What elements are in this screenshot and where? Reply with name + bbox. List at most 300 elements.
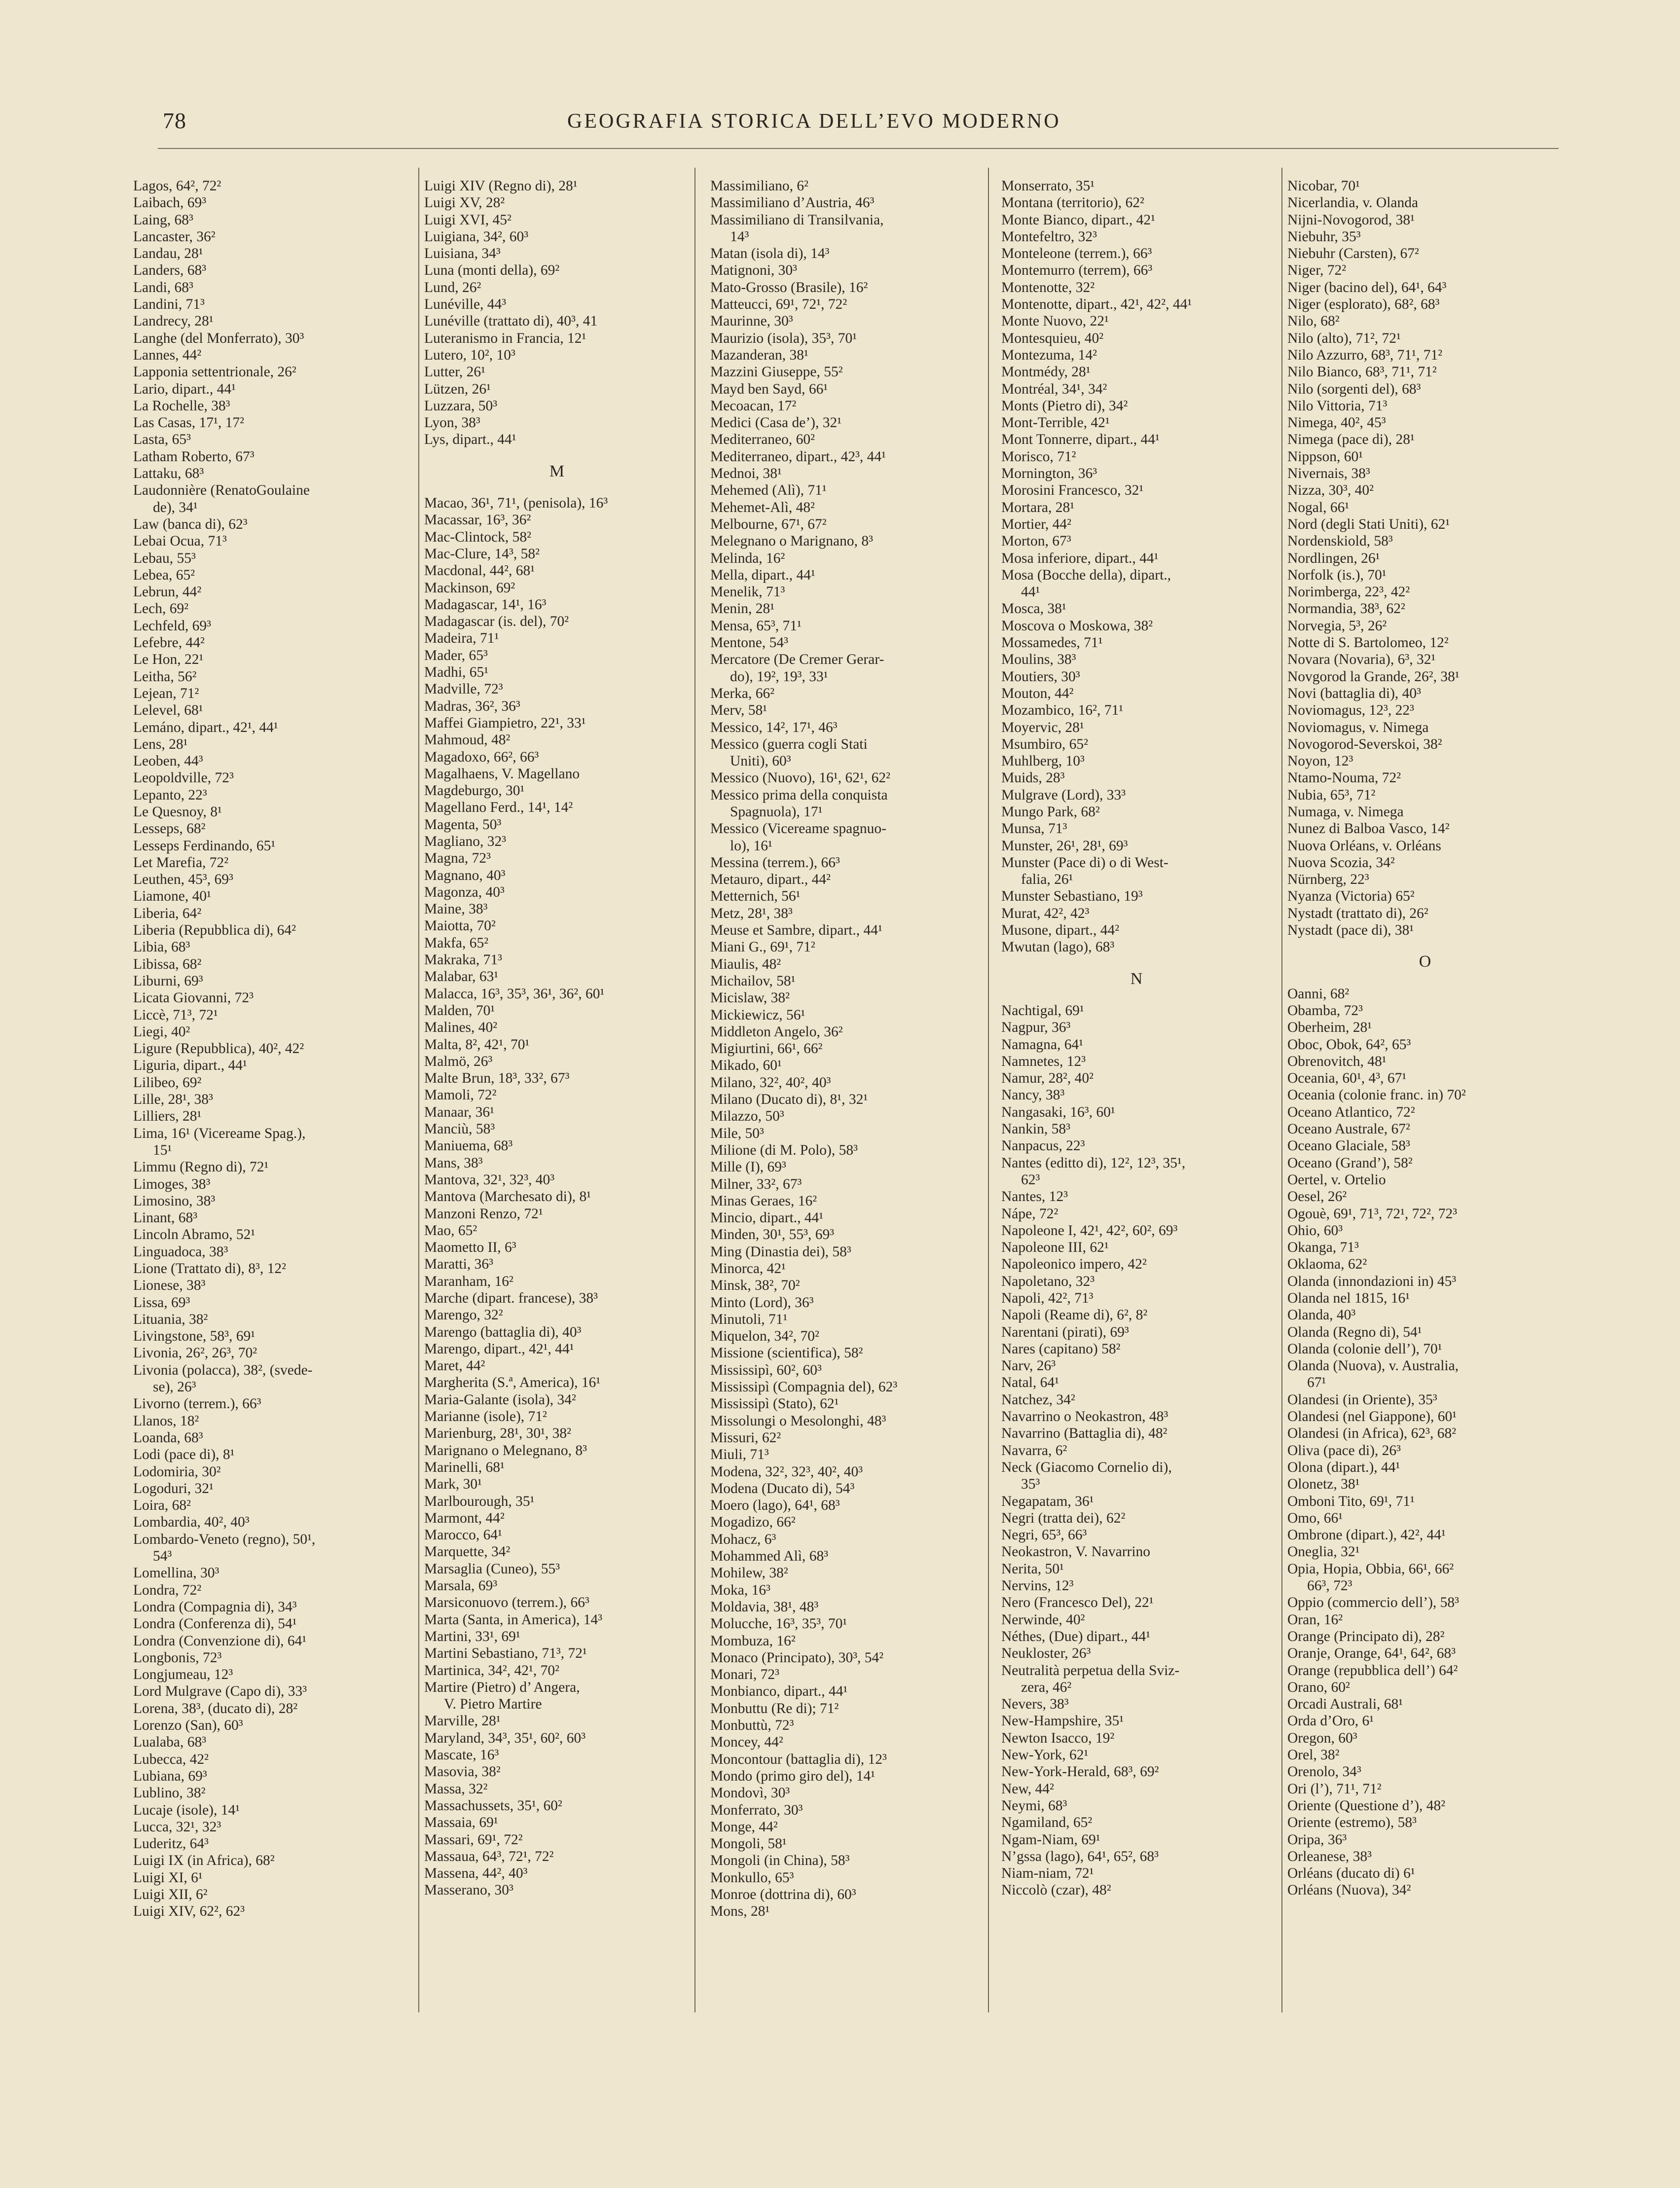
index-entry: Macdonal, 44², 68¹ bbox=[424, 563, 535, 579]
index-entry: Linant, 68³ bbox=[133, 1210, 198, 1226]
index-entry: Monte Nuovo, 22¹ bbox=[1001, 313, 1109, 329]
index-entry: Mincio, dipart., 44¹ bbox=[710, 1210, 824, 1226]
index-column-3 bbox=[710, 178, 986, 1920]
index-entry: Nares (capitano) 58² bbox=[1001, 1341, 1121, 1357]
index-entry: Mississipì (Compagnia del), 62³ bbox=[710, 1379, 898, 1395]
index-entry: Mondovì, 30³ bbox=[710, 1785, 790, 1801]
index-entry: Neck (Giacomo Cornelio di), bbox=[1001, 1459, 1172, 1475]
index-entry: Orcadi Australi, 68¹ bbox=[1287, 1696, 1403, 1713]
index-entry: La Rochelle, 38³ bbox=[133, 398, 230, 414]
index-entry: Mouton, 44² bbox=[1001, 685, 1074, 701]
index-entry: Monts (Pietro di), 34² bbox=[1001, 398, 1128, 414]
index-entry: New-York, 62¹ bbox=[1001, 1747, 1089, 1763]
index-entry: Nankin, 58³ bbox=[1001, 1121, 1070, 1137]
index-entry: Leopoldville, 72³ bbox=[133, 770, 234, 786]
index-entry: Magnano, 40³ bbox=[424, 867, 506, 883]
index-entry: Oceano Atlantico, 72² bbox=[1287, 1104, 1415, 1120]
index-entry: Nilo (sorgenti del), 68³ bbox=[1287, 381, 1421, 397]
index-entry: Mader, 65³ bbox=[424, 647, 488, 663]
index-entry: Nogal, 66¹ bbox=[1287, 499, 1350, 515]
index-entry: Msumbiro, 65² bbox=[1001, 736, 1089, 752]
index-entry: Mans, 38³ bbox=[424, 1155, 483, 1171]
index-entry: Navarra, 6² bbox=[1001, 1442, 1067, 1459]
index-entry: Montmédy, 28¹ bbox=[1001, 364, 1091, 380]
index-entry: Latham Roberto, 67³ bbox=[133, 448, 255, 465]
index-entry: Omo, 66¹ bbox=[1287, 1510, 1343, 1526]
index-entry: Minutoli, 71¹ bbox=[710, 1311, 788, 1327]
index-entry: Martini, 33¹, 69¹ bbox=[424, 1628, 520, 1644]
index-entry: Martini Sebastiano, 71³, 72¹ bbox=[424, 1645, 587, 1662]
index-entry: Laing, 68³ bbox=[133, 212, 193, 228]
index-entry: Napoletano, 32³ bbox=[1001, 1273, 1095, 1289]
index-entry: Malta, 8², 42¹, 70¹ bbox=[424, 1036, 530, 1053]
index-entry: Mungo Park, 68² bbox=[1001, 803, 1100, 820]
column-separator bbox=[988, 168, 989, 2012]
index-entry: Mac-Clintock, 58² bbox=[424, 529, 531, 545]
index-entry: Namnetes, 12³ bbox=[1001, 1053, 1086, 1069]
index-entry: 35³ bbox=[1021, 1476, 1040, 1493]
index-entry: Minsk, 38², 70² bbox=[710, 1277, 800, 1294]
index-entry: Monte Bianco, dipart., 42¹ bbox=[1001, 212, 1155, 228]
index-entry: Mongoli, 58¹ bbox=[710, 1836, 787, 1852]
index-entry: Minas Geraes, 16² bbox=[710, 1193, 817, 1209]
index-entry: Mulgrave (Lord), 33³ bbox=[1001, 787, 1126, 803]
index-entry: Orenolo, 34³ bbox=[1287, 1764, 1361, 1780]
index-entry: Massaia, 69¹ bbox=[424, 1815, 498, 1831]
index-entry: Novi (battaglia di), 40³ bbox=[1287, 685, 1422, 701]
index-entry: Orange (Principato di), 28² bbox=[1287, 1628, 1445, 1644]
index-entry: Navarrino o Neokastron, 48³ bbox=[1001, 1409, 1169, 1425]
index-entry: Leoben, 44³ bbox=[133, 753, 203, 769]
index-entry: Moka, 16³ bbox=[710, 1582, 770, 1598]
index-entry: Niebuhr (Carsten), 67² bbox=[1287, 246, 1419, 262]
index-entry: Mamoli, 72² bbox=[424, 1087, 497, 1103]
index-entry: Monbuttu (Re di); 71² bbox=[710, 1700, 839, 1716]
index-entry: Monkullo, 65³ bbox=[710, 1869, 794, 1886]
index-entry: Maryland, 34³, 35¹, 60², 60³ bbox=[424, 1730, 586, 1746]
index-entry: Mossamedes, 71¹ bbox=[1001, 635, 1103, 651]
index-entry: Lesseps, 68² bbox=[133, 821, 206, 837]
index-entry: Martire (Pietro) d’ Angera, bbox=[424, 1679, 580, 1695]
index-entry: Mato-Grosso (Brasile), 16² bbox=[710, 279, 868, 295]
index-entry: Malacca, 16³, 35³, 36¹, 36², 60¹ bbox=[424, 985, 605, 1002]
index-entry: Montenotte, 32² bbox=[1001, 279, 1095, 295]
index-entry: Lincoln Abramo, 52¹ bbox=[133, 1227, 256, 1243]
index-entry: Mosca, 38¹ bbox=[1001, 601, 1066, 617]
index-entry: Licata Giovanni, 72³ bbox=[133, 990, 254, 1006]
index-entry: Magellano Ferd., 14¹, 14² bbox=[424, 800, 573, 816]
index-entry: Maniuema, 68³ bbox=[424, 1138, 513, 1154]
index-entry: Monferrato, 30³ bbox=[710, 1802, 803, 1818]
index-entry: Olona (dipart.), 44¹ bbox=[1287, 1459, 1400, 1475]
index-entry: Leitha, 56² bbox=[133, 668, 197, 685]
index-entry: Moyervic, 28¹ bbox=[1001, 719, 1084, 735]
index-entry: Linguadoca, 38³ bbox=[133, 1243, 228, 1260]
index-entry: Marlbourough, 35¹ bbox=[424, 1493, 535, 1509]
index-entry: Nürnberg, 22³ bbox=[1287, 872, 1369, 888]
index-entry: Mikado, 60¹ bbox=[710, 1058, 782, 1074]
index-entry: Monteleone (terrem.), 66³ bbox=[1001, 246, 1152, 262]
index-entry: Montenotte, dipart., 42¹, 42², 44¹ bbox=[1001, 296, 1192, 313]
index-entry: Mayd ben Sayd, 66¹ bbox=[710, 381, 828, 397]
index-entry: Meuse et Sambre, dipart., 44¹ bbox=[710, 922, 882, 939]
index-entry: Massena, 44², 40³ bbox=[424, 1865, 528, 1882]
index-entry: Namur, 28², 40² bbox=[1001, 1070, 1094, 1087]
index-entry: Luigi XV, 28² bbox=[424, 195, 505, 211]
index-entry: Oceano (Grand’), 58² bbox=[1287, 1155, 1413, 1171]
index-entry: Napoli (Reame di), 6², 8² bbox=[1001, 1307, 1148, 1323]
index-entry: Marville, 28¹ bbox=[424, 1713, 501, 1729]
index-column-4 bbox=[1001, 178, 1273, 1899]
column-separator bbox=[1281, 168, 1282, 2012]
index-entry: Mosa inferiore, dipart., 44¹ bbox=[1001, 550, 1159, 566]
index-entry: Lilibeo, 69² bbox=[133, 1074, 202, 1091]
index-entry: Maometto II, 6³ bbox=[424, 1240, 516, 1256]
index-entry: Marsiconuovo (terrem.), 66³ bbox=[424, 1595, 589, 1611]
index-entry: Miuli, 71³ bbox=[710, 1447, 769, 1463]
index-entry: Lodi (pace di), 8¹ bbox=[133, 1447, 235, 1463]
index-entry: Nicobar, 70¹ bbox=[1287, 178, 1360, 194]
index-entry: Longjumeau, 12³ bbox=[133, 1667, 233, 1683]
index-entry: Lomellina, 30³ bbox=[133, 1565, 219, 1581]
index-entry: Lutter, 26¹ bbox=[424, 364, 485, 380]
index-entry: Ohio, 60³ bbox=[1287, 1222, 1343, 1239]
index-entry: Mons, 28¹ bbox=[710, 1903, 770, 1920]
index-entry: Nilo (alto), 71², 72¹ bbox=[1287, 330, 1401, 346]
index-entry: Mella, dipart., 44¹ bbox=[710, 567, 815, 583]
index-entry: Marocco, 64¹ bbox=[424, 1527, 502, 1543]
index-entry: Olanda (Regno di), 54¹ bbox=[1287, 1324, 1422, 1340]
index-entry: Lombardia, 40², 40³ bbox=[133, 1514, 250, 1531]
index-entry: Monserrato, 35¹ bbox=[1001, 178, 1095, 194]
index-entry: Luderitz, 64³ bbox=[133, 1836, 209, 1852]
index-entry: Mercatore (De Cremer Gerar- bbox=[710, 652, 884, 668]
index-entry: Milione (di M. Polo), 58³ bbox=[710, 1142, 858, 1158]
section-letter-heading: O bbox=[1419, 952, 1432, 971]
index-entry: Lejean, 71² bbox=[133, 685, 199, 701]
index-entry: Moncontour (battaglia di), 12³ bbox=[710, 1751, 887, 1767]
index-entry: Nilo Bianco, 68³, 71¹, 71² bbox=[1287, 364, 1437, 380]
index-entry: Landi, 68³ bbox=[133, 279, 193, 295]
index-entry: Mark, 30¹ bbox=[424, 1476, 482, 1493]
index-entry: Let Marefia, 72² bbox=[133, 854, 229, 871]
index-entry: Negapatam, 36¹ bbox=[1001, 1493, 1094, 1509]
index-entry: Oceano Glaciale, 58³ bbox=[1287, 1138, 1410, 1154]
index-entry: Logoduri, 32¹ bbox=[133, 1480, 214, 1496]
column-separator bbox=[418, 168, 419, 2012]
index-entry: Munster (Pace di) o di West- bbox=[1001, 854, 1169, 871]
index-entry: Oppio (commercio dell’), 58³ bbox=[1287, 1595, 1459, 1611]
index-entry: New-York-Herald, 68³, 69² bbox=[1001, 1764, 1159, 1780]
index-entry: Marienburg, 28¹, 30¹, 38² bbox=[424, 1425, 572, 1442]
index-entry: Landau, 28¹ bbox=[133, 246, 203, 262]
index-entry: Lualaba, 68³ bbox=[133, 1734, 207, 1750]
index-entry: Massari, 69¹, 72² bbox=[424, 1831, 523, 1848]
index-entry: Nizza, 30³, 40² bbox=[1287, 482, 1374, 499]
index-entry: Ligure (Repubblica), 40², 42² bbox=[133, 1041, 304, 1057]
index-entry: Novara (Novaria), 6³, 32¹ bbox=[1287, 652, 1436, 668]
index-entry: Lens, 28¹ bbox=[133, 736, 188, 752]
index-entry: Lesseps Ferdinando, 65¹ bbox=[133, 838, 276, 854]
index-entry: 67¹ bbox=[1307, 1375, 1326, 1391]
index-entry: Mediterraneo, dipart., 42³, 44¹ bbox=[710, 448, 886, 465]
index-entry: Mahmoud, 48² bbox=[424, 732, 511, 748]
index-entry: Normandia, 38³, 62² bbox=[1287, 601, 1405, 617]
index-entry: Law (banca di), 62³ bbox=[133, 516, 248, 532]
index-entry: Macassar, 16³, 36² bbox=[424, 512, 531, 528]
index-entry: Laibach, 69³ bbox=[133, 195, 207, 211]
index-entry: Nanpacus, 22³ bbox=[1001, 1138, 1085, 1154]
index-entry: Malines, 40² bbox=[424, 1020, 498, 1036]
index-entry: Orda d’Oro, 6¹ bbox=[1287, 1713, 1374, 1729]
index-entry: Laudonnière (RenatoGoulaine bbox=[133, 482, 310, 499]
index-entry: Masserano, 30³ bbox=[424, 1882, 513, 1898]
index-entry: Nachtigal, 69¹ bbox=[1001, 1002, 1084, 1019]
index-entry: Nivernais, 38³ bbox=[1287, 466, 1370, 482]
index-entry: Liguria, dipart., 44¹ bbox=[133, 1058, 247, 1074]
index-entry: Minden, 30¹, 55³, 69³ bbox=[710, 1227, 835, 1243]
index-entry: Libia, 68³ bbox=[133, 939, 190, 955]
index-entry: Malabar, 63¹ bbox=[424, 969, 499, 985]
index-entry: Maria-Galante (isola), 34² bbox=[424, 1391, 576, 1408]
index-entry: Olonetz, 38¹ bbox=[1287, 1476, 1360, 1493]
index-entry: Morisco, 71² bbox=[1001, 448, 1076, 465]
index-entry: Luigi XIV (Regno di), 28¹ bbox=[424, 178, 578, 194]
index-entry: Mascate, 16³ bbox=[424, 1747, 499, 1763]
index-entry: Okanga, 71³ bbox=[1287, 1240, 1359, 1256]
index-entry: Norfolk (is.), 70¹ bbox=[1287, 567, 1387, 583]
index-entry: Ombrone (dipart.), 42², 44¹ bbox=[1287, 1527, 1446, 1543]
index-entry: Magliano, 32³ bbox=[424, 833, 507, 849]
index-entry: Magadoxo, 66², 66³ bbox=[424, 749, 539, 765]
index-entry: Munsa, 71³ bbox=[1001, 821, 1067, 837]
index-entry: Lattaku, 68³ bbox=[133, 466, 204, 482]
index-entry: Napoli, 42², 71³ bbox=[1001, 1290, 1094, 1306]
index-entry: Lefebre, 44² bbox=[133, 635, 205, 651]
index-entry: Lubiana, 69³ bbox=[133, 1768, 207, 1784]
index-entry: Marmont, 44² bbox=[424, 1510, 505, 1526]
index-entry: Nord (degli Stati Uniti), 62¹ bbox=[1287, 516, 1450, 532]
index-entry: de), 34¹ bbox=[153, 499, 198, 515]
index-entry: Messina (terrem.), 66³ bbox=[710, 854, 840, 871]
index-entry: Lebea, 65² bbox=[133, 567, 195, 583]
index-entry: Olanda (Nuova), v. Australia, bbox=[1287, 1358, 1459, 1374]
index-entry: Mohilew, 38² bbox=[710, 1565, 788, 1581]
index-entry: Moulins, 38³ bbox=[1001, 652, 1076, 668]
index-entry: Miquelon, 34², 70² bbox=[710, 1328, 819, 1345]
index-entry: Micislaw, 38² bbox=[710, 990, 790, 1006]
index-entry: Oboc, Obok, 64², 65³ bbox=[1287, 1036, 1411, 1053]
index-entry: Nijni-Novogorod, 38¹ bbox=[1287, 212, 1415, 228]
index-entry: Lilliers, 28¹ bbox=[133, 1108, 202, 1125]
index-entry: Lechfeld, 69³ bbox=[133, 618, 211, 634]
index-entry: Madeira, 71¹ bbox=[424, 630, 499, 647]
index-entry: Liegi, 40² bbox=[133, 1023, 190, 1040]
index-entry: Melinda, 16² bbox=[710, 550, 785, 566]
index-entry: Lasta, 65³ bbox=[133, 432, 191, 448]
index-entry: Montréal, 34¹, 34² bbox=[1001, 381, 1107, 397]
index-entry: Neymi, 68³ bbox=[1001, 1797, 1067, 1814]
index-entry: Londra (Convenzione di), 64¹ bbox=[133, 1633, 307, 1649]
index-entry: Nancy, 38³ bbox=[1001, 1087, 1065, 1103]
index-entry: Mackinson, 69² bbox=[424, 580, 515, 596]
index-entry: Merv, 58¹ bbox=[710, 702, 767, 719]
index-entry: Milner, 33², 67³ bbox=[710, 1176, 802, 1192]
index-entry: Melbourne, 67¹, 67² bbox=[710, 516, 827, 532]
index-entry: Oceano Australe, 67² bbox=[1287, 1121, 1410, 1137]
index-entry: Macao, 36¹, 71¹, (penisola), 16³ bbox=[424, 495, 608, 511]
index-entry: Madhi, 65¹ bbox=[424, 664, 489, 681]
index-entry: zera, 46² bbox=[1021, 1679, 1072, 1695]
index-entry: Natchez, 34² bbox=[1001, 1391, 1075, 1408]
index-entry: Namagna, 64¹ bbox=[1001, 1036, 1084, 1053]
index-entry: Novgorod la Grande, 26², 38¹ bbox=[1287, 668, 1460, 685]
index-entry: Lützen, 26¹ bbox=[424, 381, 491, 397]
index-entry: Nerwinde, 40² bbox=[1001, 1611, 1085, 1628]
index-entry: Livonia (polacca), 38², (svede- bbox=[133, 1362, 313, 1378]
index-entry: Orange (repubblica dell’) 64² bbox=[1287, 1662, 1458, 1678]
index-entry: Maurinne, 30³ bbox=[710, 313, 793, 329]
index-entry: 62³ bbox=[1021, 1171, 1040, 1188]
index-entry: Messico prima della conquista bbox=[710, 787, 888, 803]
index-entry: Le Hon, 22¹ bbox=[133, 652, 204, 668]
index-entry: Mornington, 36³ bbox=[1001, 466, 1097, 482]
index-entry: Marche (dipart. francese), 38³ bbox=[424, 1290, 598, 1306]
index-entry: Margherita (S.ª, America), 16¹ bbox=[424, 1375, 601, 1391]
index-entry: Minto (Lord), 36³ bbox=[710, 1294, 814, 1311]
index-entry: Monbianco, dipart., 44¹ bbox=[710, 1683, 848, 1700]
index-entry: Munster, 26¹, 28¹, 69³ bbox=[1001, 838, 1128, 854]
index-entry: Neokastron, V. Navarrino bbox=[1001, 1544, 1151, 1560]
index-entry: Mensa, 65³, 71¹ bbox=[710, 618, 802, 634]
index-column-2 bbox=[424, 178, 691, 1899]
index-entry: Lord Mulgrave (Capo di), 33³ bbox=[133, 1683, 307, 1700]
index-entry: Lannes, 44² bbox=[133, 347, 202, 363]
index-entry: Londra, 72² bbox=[133, 1582, 202, 1598]
index-entry: Monbuttù, 72³ bbox=[710, 1717, 794, 1734]
index-entry: Michailov, 58¹ bbox=[710, 973, 796, 989]
index-entry: Lemáno, dipart., 42¹, 44¹ bbox=[133, 719, 278, 735]
index-entry: Landers, 68³ bbox=[133, 262, 207, 279]
index-entry: Mozambico, 16², 71¹ bbox=[1001, 702, 1124, 719]
index-entry: do), 19², 19³, 33¹ bbox=[730, 668, 828, 685]
index-entry: Luisiana, 34³ bbox=[424, 246, 501, 262]
index-entry: Modena, 32², 32³, 40², 40³ bbox=[710, 1463, 863, 1480]
index-entry: Messico (Vicereame spagnuo- bbox=[710, 821, 887, 837]
index-entry: Mille (I), 69³ bbox=[710, 1159, 786, 1175]
index-entry: Nystadt (trattato di), 26² bbox=[1287, 905, 1428, 921]
index-entry: Ming (Dinastia dei), 58³ bbox=[710, 1243, 851, 1260]
index-entry: Lagos, 64², 72² bbox=[133, 178, 221, 194]
index-entry: Murat, 42², 42³ bbox=[1001, 905, 1090, 921]
index-entry: Norvegia, 5³, 26² bbox=[1287, 618, 1387, 634]
index-entry: Matignoni, 30³ bbox=[710, 262, 798, 279]
index-entry: Spagnuola), 17¹ bbox=[730, 803, 823, 820]
index-entry: Nevers, 38³ bbox=[1001, 1696, 1069, 1713]
index-entry: Magenta, 50³ bbox=[424, 816, 502, 833]
index-entry: Lario, dipart., 44¹ bbox=[133, 381, 236, 397]
index-entry: Nuova Orléans, v. Orléans bbox=[1287, 838, 1441, 854]
index-entry: Olanda (colonie dell’), 70¹ bbox=[1287, 1341, 1442, 1357]
index-entry: Middleton Angelo, 36² bbox=[710, 1023, 843, 1040]
index-entry: Lapponia settentrionale, 26² bbox=[133, 364, 296, 380]
index-entry: Livonia, 26², 26³, 70² bbox=[133, 1345, 257, 1361]
index-entry: Miani G., 69¹, 71² bbox=[710, 939, 815, 955]
index-entry: Mont-Terrible, 42¹ bbox=[1001, 415, 1110, 431]
index-entry: Las Casas, 17¹, 17² bbox=[133, 415, 244, 431]
index-entry: Oanni, 68² bbox=[1287, 985, 1350, 1002]
index-entry: Magdeburgo, 30¹ bbox=[424, 783, 525, 799]
index-entry: Luigi XIV, 62², 62³ bbox=[133, 1903, 245, 1920]
index-entry: Nyanza (Victoria) 65² bbox=[1287, 888, 1415, 905]
index-entry: Mehemed (Alì), 71¹ bbox=[710, 482, 827, 499]
index-entry: Moutiers, 30³ bbox=[1001, 668, 1080, 685]
index-entry: Liburni, 69³ bbox=[133, 973, 203, 989]
index-entry: Maratti, 36³ bbox=[424, 1256, 493, 1273]
index-column-5 bbox=[1287, 178, 1564, 1899]
index-entry: Manciù, 58³ bbox=[424, 1121, 495, 1137]
index-entry: Obrenovitch, 48¹ bbox=[1287, 1053, 1387, 1069]
running-head-title: GEOGRAFIA STORICA DELL’EVO MODERNO bbox=[567, 110, 1061, 133]
index-entry: Mantova (Marchesato di), 8¹ bbox=[424, 1189, 591, 1205]
index-entry: Langhe (del Monferrato), 30³ bbox=[133, 330, 304, 346]
index-entry: Maine, 38³ bbox=[424, 901, 488, 917]
index-entry: Oesel, 26² bbox=[1287, 1189, 1347, 1205]
index-entry: Metternich, 56¹ bbox=[710, 888, 801, 905]
index-entry: Mednoi, 38¹ bbox=[710, 466, 782, 482]
index-entry: Niger (esplorato), 68², 68³ bbox=[1287, 296, 1440, 313]
index-entry: Mortara, 28¹ bbox=[1001, 499, 1075, 515]
index-entry: Madagascar (is. del), 70² bbox=[424, 614, 569, 630]
index-entry: Liberia, 64² bbox=[133, 905, 202, 921]
index-entry: Mickiewicz, 56¹ bbox=[710, 1007, 805, 1023]
index-entry: Lelevel, 68¹ bbox=[133, 702, 203, 719]
index-entry: Olandesi (nel Giappone), 60¹ bbox=[1287, 1409, 1457, 1425]
index-entry: Nippson, 60¹ bbox=[1287, 448, 1363, 465]
index-entry: Milano, 32², 40², 40³ bbox=[710, 1074, 831, 1091]
index-entry: V. Pietro Martire bbox=[444, 1696, 542, 1713]
index-entry: Massa, 32² bbox=[424, 1781, 488, 1797]
index-entry: Liberia (Repubblica di), 64² bbox=[133, 922, 296, 939]
index-entry: Luigiana, 34², 60³ bbox=[424, 228, 529, 245]
index-entry: Madville, 72³ bbox=[424, 681, 503, 697]
index-entry: Mediterraneo, 60² bbox=[710, 432, 815, 448]
index-entry: 54³ bbox=[153, 1548, 172, 1565]
index-entry: Mont Tonnerre, dipart., 44¹ bbox=[1001, 432, 1160, 448]
index-entry: Lebai Ocua, 71³ bbox=[133, 533, 227, 549]
index-entry: Nimega (pace di), 28¹ bbox=[1287, 432, 1415, 448]
index-entry: Norimberga, 22³, 42² bbox=[1287, 584, 1410, 600]
index-entry: Napoleonico impero, 42² bbox=[1001, 1256, 1147, 1273]
index-entry: Obamba, 72³ bbox=[1287, 1002, 1363, 1019]
index-entry: Makfa, 65² bbox=[424, 935, 489, 951]
index-entry: Missuri, 62² bbox=[710, 1429, 781, 1446]
index-entry: Olandesi (in Africa), 62³, 68² bbox=[1287, 1425, 1457, 1442]
index-entry: Neutralità perpetua della Sviz- bbox=[1001, 1662, 1180, 1678]
index-entry: Moscova o Moskowa, 38² bbox=[1001, 618, 1153, 634]
index-entry: Lyon, 38³ bbox=[424, 415, 480, 431]
index-entry: Opia, Hopia, Obbia, 66¹, 66² bbox=[1287, 1561, 1454, 1577]
index-entry: Marsala, 69³ bbox=[424, 1578, 498, 1594]
index-entry: Lech, 69² bbox=[133, 601, 189, 617]
index-entry: Mantova, 32¹, 32³, 40³ bbox=[424, 1171, 555, 1188]
index-entry: Montefeltro, 32³ bbox=[1001, 228, 1097, 245]
index-entry: Missione (scientifica), 58² bbox=[710, 1345, 863, 1361]
index-entry: Makraka, 71³ bbox=[424, 952, 502, 968]
index-entry: Manaar, 36¹ bbox=[424, 1104, 494, 1120]
index-entry: Massimiliano, 6² bbox=[710, 178, 808, 194]
index-entry: Oripa, 36³ bbox=[1287, 1831, 1347, 1848]
